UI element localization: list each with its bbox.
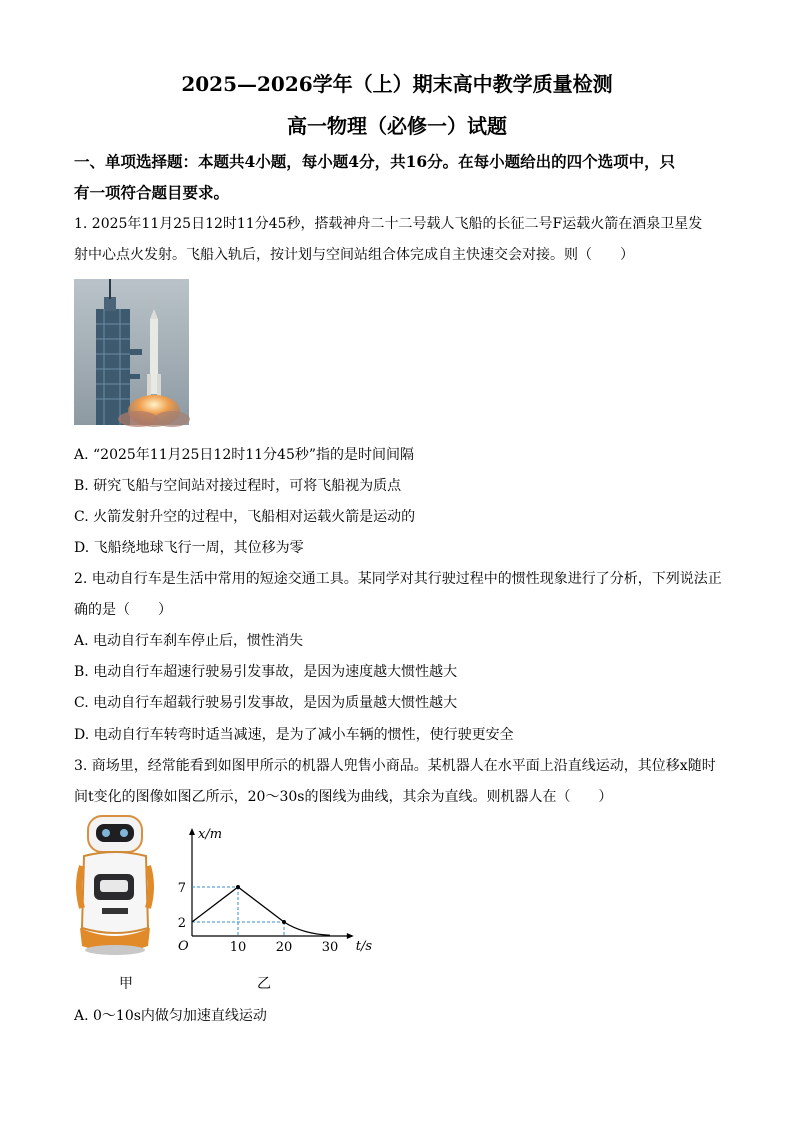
rocket-launch-photo [74,279,189,425]
data-point [236,885,240,889]
data-point [282,920,286,924]
q1-stem-line2: 射中心点火发射。飞船入轨后，按计划与空间站组合体完成自主快速交会对接。则（ ） [74,247,634,263]
q2-stem-line1: 2. 电动自行车是生活中常用的短途交通工具。某同学对其行驶过程中的惯性现象进行了分析，下列说法正 [74,571,722,587]
section-header-line1: 一、单项选择题：本题共4小题，每小题4分，共16分。在每小题给出的四个选项中，只 [74,152,676,171]
q1-option-b: B. 研究飞船与空间站对接过程时，可将飞船视为质点 [74,478,402,494]
exam-subtitle: 高一物理（必修一）试题 [287,114,507,138]
robot-figure [76,816,154,956]
q2-option-c: C. 电动自行车超载行驶易引发事故，是因为质量越大惯性越大 [74,695,458,711]
q2-option-b: B. 电动自行车超速行驶易引发事故，是因为速度越大惯性越大 [74,664,458,680]
q2-option-d: D. 电动自行车转弯时适当减速，是为了减小车辆的惯性，使行驶更安全 [74,727,514,743]
x-axis-arrow [347,933,354,939]
x-tick-label: 30 [321,940,339,955]
q1-option-d: D. 飞船绕地球飞行一周，其位移为零 [74,540,304,556]
q3-option-a: A. 0～10s内做匀加速直线运动 [74,1008,267,1024]
figure-caption-a: 甲 [119,976,133,992]
x-tick-label: 20 [275,940,293,955]
x-axis-label: t/s [355,939,373,954]
q2-stem-line2: 确的是（ ） [74,602,172,618]
series-curve [284,922,330,935]
exam-title: 2025—2026学年（上）期末高中教学质量检测 [181,72,613,96]
x-t-graph [170,824,373,955]
y-axis-label: x/m [198,827,223,842]
series-line [238,887,284,922]
x-tick-label: 10 [229,940,247,955]
section-header-line2: 有一项符合题目要求。 [74,183,230,202]
figure-caption-b: 乙 [257,976,271,992]
y-tick-label: 7 [177,881,186,896]
q2-option-a: A. 电动自行车刹车停止后，惯性消失 [74,633,304,649]
y-tick-label: 2 [177,916,186,931]
origin-label: O [178,939,189,954]
q1-stem-line1: 1. 2025年11月25日12时11分45秒，搭载神舟二十二号载人飞船的长征二号F运载火箭在酒泉卫星发 [74,216,703,232]
x-t-chart [170,824,373,955]
q1-option-c: C. 火箭发射升空的过程中，飞船相对运载火箭是运动的 [74,509,416,525]
q3-stem-line1: 3. 商场里，经常能看到如图甲所示的机器人兜售小商品。某机器人在水平面上沿直线运动，其位移x随时 [74,758,716,774]
q3-stem-line2: 间t变化的图像如图乙所示，20～30s的图线为曲线，其余为直线。则机器人在（ ） [74,789,613,805]
q1-option-a: A. “2025年11月25日12时11分45秒”指的是时间间隔 [74,447,415,463]
series-line [192,887,238,922]
y-axis-arrow [189,828,195,835]
